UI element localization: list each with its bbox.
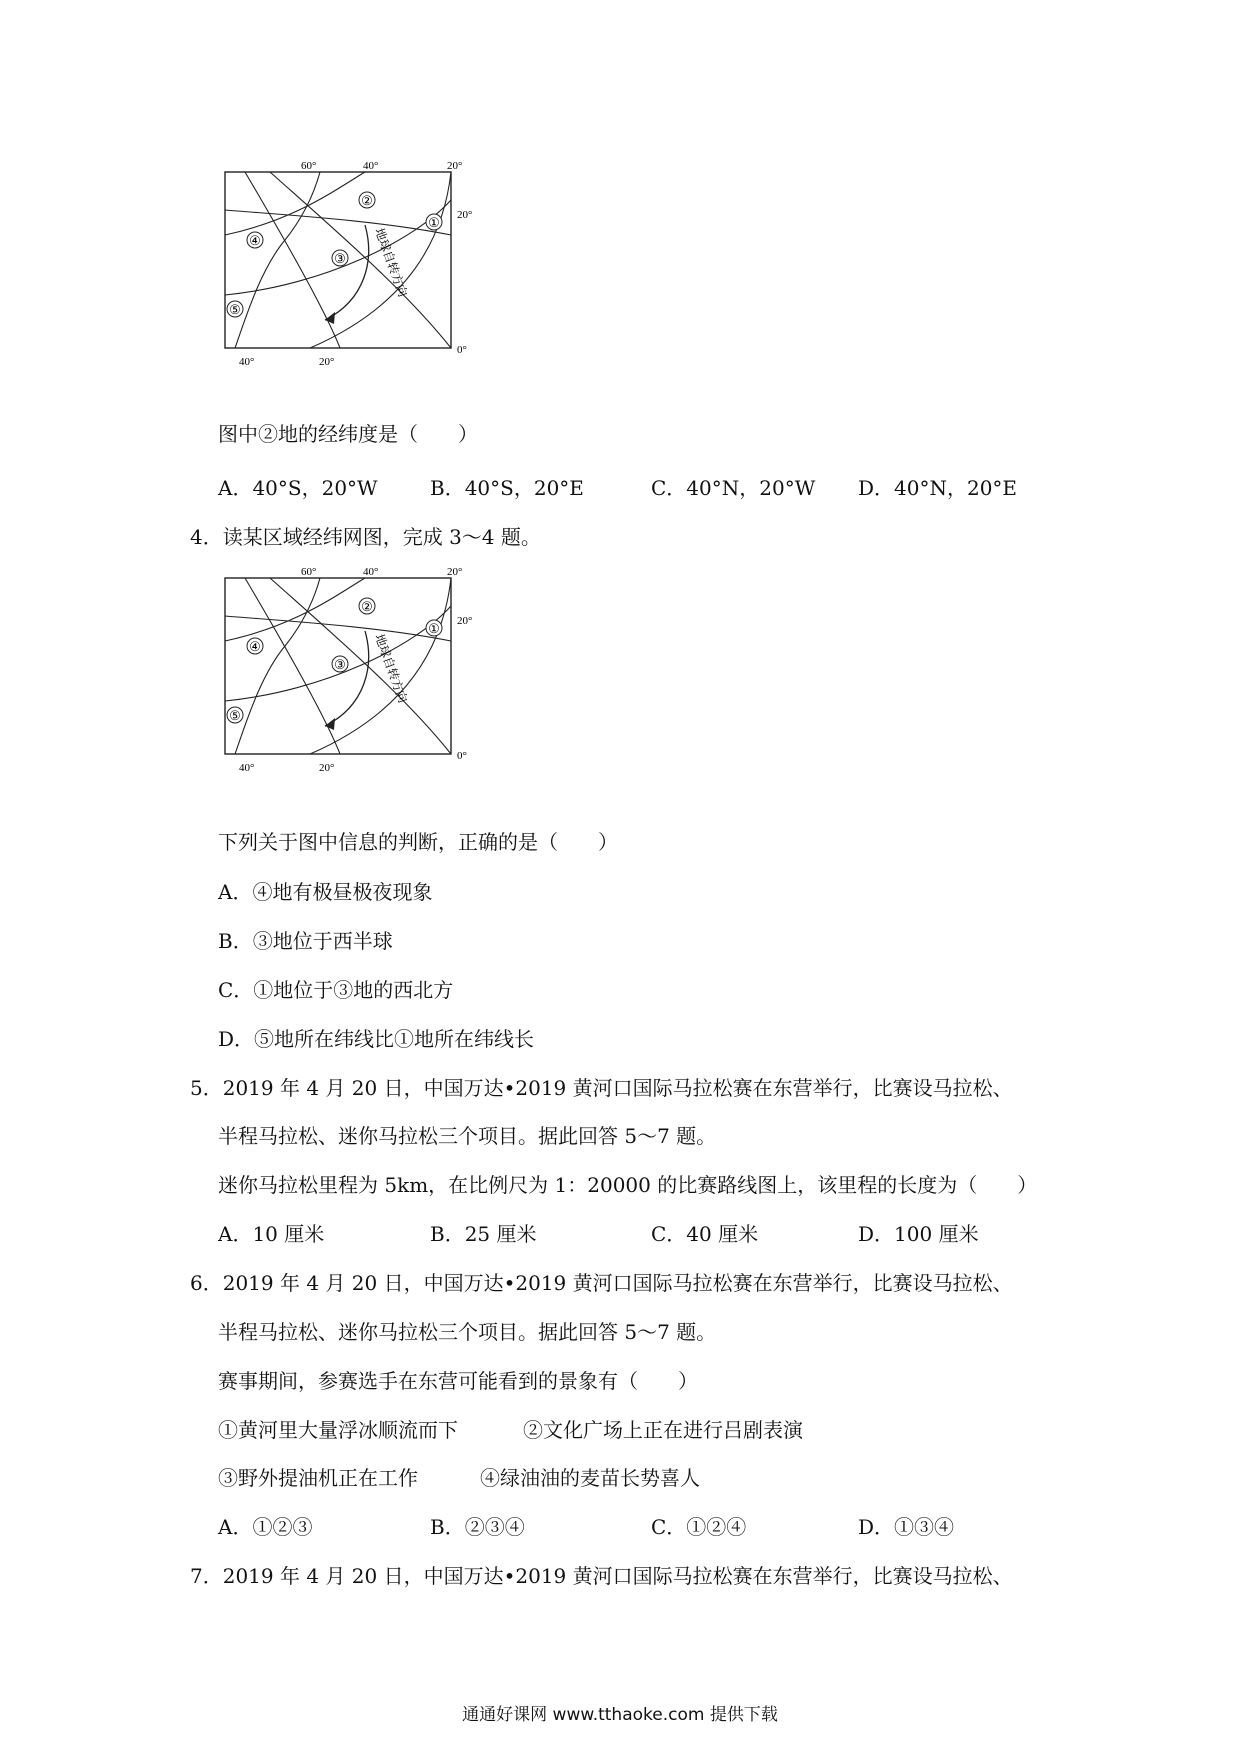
question-stem: 赛事期间，参赛选手在东营可能看到的景象有（ ） — [218, 1369, 698, 1393]
option[interactable]: D．40°N，20°E — [858, 476, 1018, 500]
point-marker — [227, 301, 243, 317]
statement: ③野外提油机正在工作 — [218, 1466, 418, 1490]
option[interactable]: D．100 厘米 — [858, 1222, 979, 1246]
arrow-label: 地球自转方向 — [372, 226, 410, 299]
meridian-line — [235, 578, 320, 754]
option[interactable]: B．②③④ — [430, 1515, 525, 1539]
question-stem: 图中②地的经纬度是（ ） — [218, 422, 478, 446]
svg-text:①: ① — [428, 621, 440, 636]
degree-label: 0° — [457, 750, 467, 762]
point-marker — [332, 656, 348, 672]
option[interactable]: C．①地位于③地的西北方 — [218, 978, 454, 1002]
point-marker — [426, 214, 442, 230]
degree-label: 20° — [457, 209, 473, 221]
degree-label: 20° — [319, 762, 335, 774]
degree-label: 20° — [447, 566, 463, 578]
point-marker — [359, 192, 375, 208]
option[interactable]: A．10 厘米 — [218, 1222, 325, 1246]
option[interactable]: C．40°N，20°W — [651, 476, 816, 500]
question-stem: 下列关于图中信息的判断，正确的是（ ） — [218, 830, 618, 854]
meridian-line — [245, 172, 340, 348]
svg-text:⑤: ⑤ — [229, 708, 241, 723]
page-footer: 通通好课网 www.tthaoke.com 提供下载 — [462, 1705, 778, 1725]
degree-label: 40° — [363, 160, 379, 172]
meridian-line — [245, 578, 340, 754]
degree-label: 60° — [301, 566, 317, 578]
rotation-arrow — [325, 225, 369, 320]
rotation-arrow — [325, 631, 369, 726]
option[interactable]: B．25 厘米 — [430, 1222, 537, 1246]
degree-label: 40° — [363, 566, 379, 578]
option[interactable]: A．①②③ — [218, 1515, 313, 1539]
option[interactable]: A．④地有极昼极夜现象 — [218, 880, 433, 904]
question-title: 7．2019 年 4 月 20 日，中国万达•2019 黄河口国际马拉松赛在东营举行，比赛设马拉松、 — [190, 1564, 1013, 1588]
meridian-line — [225, 616, 451, 641]
svg-text:③: ③ — [334, 251, 346, 266]
meridian-line — [225, 210, 451, 235]
question-text: 半程马拉松、迷你马拉松三个项目。据此回答 5～7 题。 — [218, 1124, 717, 1148]
option[interactable]: B．40°S，20°E — [430, 476, 584, 500]
option[interactable]: C．①②④ — [651, 1515, 747, 1539]
point-marker — [359, 598, 375, 614]
svg-text:②: ② — [361, 599, 373, 614]
degree-label: 20° — [319, 356, 335, 368]
svg-text:②: ② — [361, 193, 373, 208]
question-stem: 迷你马拉松里程为 5km，在比例尺为 1：20000 的比赛路线图上，该里程的长度为（ ） — [218, 1173, 1038, 1197]
arrow-label: 地球自转方向 — [372, 632, 410, 705]
degree-label: 40° — [239, 356, 255, 368]
degree-label: 60° — [301, 160, 317, 172]
option[interactable]: D．①③④ — [858, 1515, 955, 1539]
graticule-figure — [215, 566, 475, 786]
graticule-figure — [215, 160, 475, 380]
option[interactable]: B．③地位于西半球 — [218, 929, 393, 953]
question-text: 半程马拉松、迷你马拉松三个项目。据此回答 5～7 题。 — [218, 1320, 717, 1344]
degree-label: 0° — [457, 344, 467, 356]
svg-text:④: ④ — [249, 639, 261, 654]
statement: ④绿油油的麦苗长势喜人 — [480, 1466, 700, 1490]
statement: ①黄河里大量浮冰顺流而下 — [218, 1418, 458, 1442]
option[interactable]: D．⑤地所在纬线比①地所在纬线长 — [218, 1027, 535, 1051]
question-title: 4．读某区域经纬网图，完成 3～4 题。 — [190, 525, 541, 549]
degree-label: 40° — [239, 762, 255, 774]
svg-text:①: ① — [428, 215, 440, 230]
meridian-line — [235, 172, 320, 348]
point-marker — [227, 707, 243, 723]
svg-text:⑤: ⑤ — [229, 302, 241, 317]
point-marker — [332, 250, 348, 266]
degree-label: 20° — [457, 615, 473, 627]
svg-text:③: ③ — [334, 657, 346, 672]
point-marker — [247, 638, 263, 654]
point-marker — [426, 620, 442, 636]
svg-text:④: ④ — [249, 233, 261, 248]
option[interactable]: C．40 厘米 — [651, 1222, 759, 1246]
point-marker — [247, 232, 263, 248]
statement: ②文化广场上正在进行吕剧表演 — [523, 1418, 803, 1442]
degree-label: 20° — [447, 160, 463, 172]
option[interactable]: A．40°S，20°W — [218, 476, 378, 500]
question-title: 6．2019 年 4 月 20 日，中国万达•2019 黄河口国际马拉松赛在东营举行，比赛设马拉松、 — [190, 1271, 1013, 1295]
question-title: 5．2019 年 4 月 20 日，中国万达•2019 黄河口国际马拉松赛在东营举行，比赛设马拉松、 — [190, 1076, 1013, 1100]
